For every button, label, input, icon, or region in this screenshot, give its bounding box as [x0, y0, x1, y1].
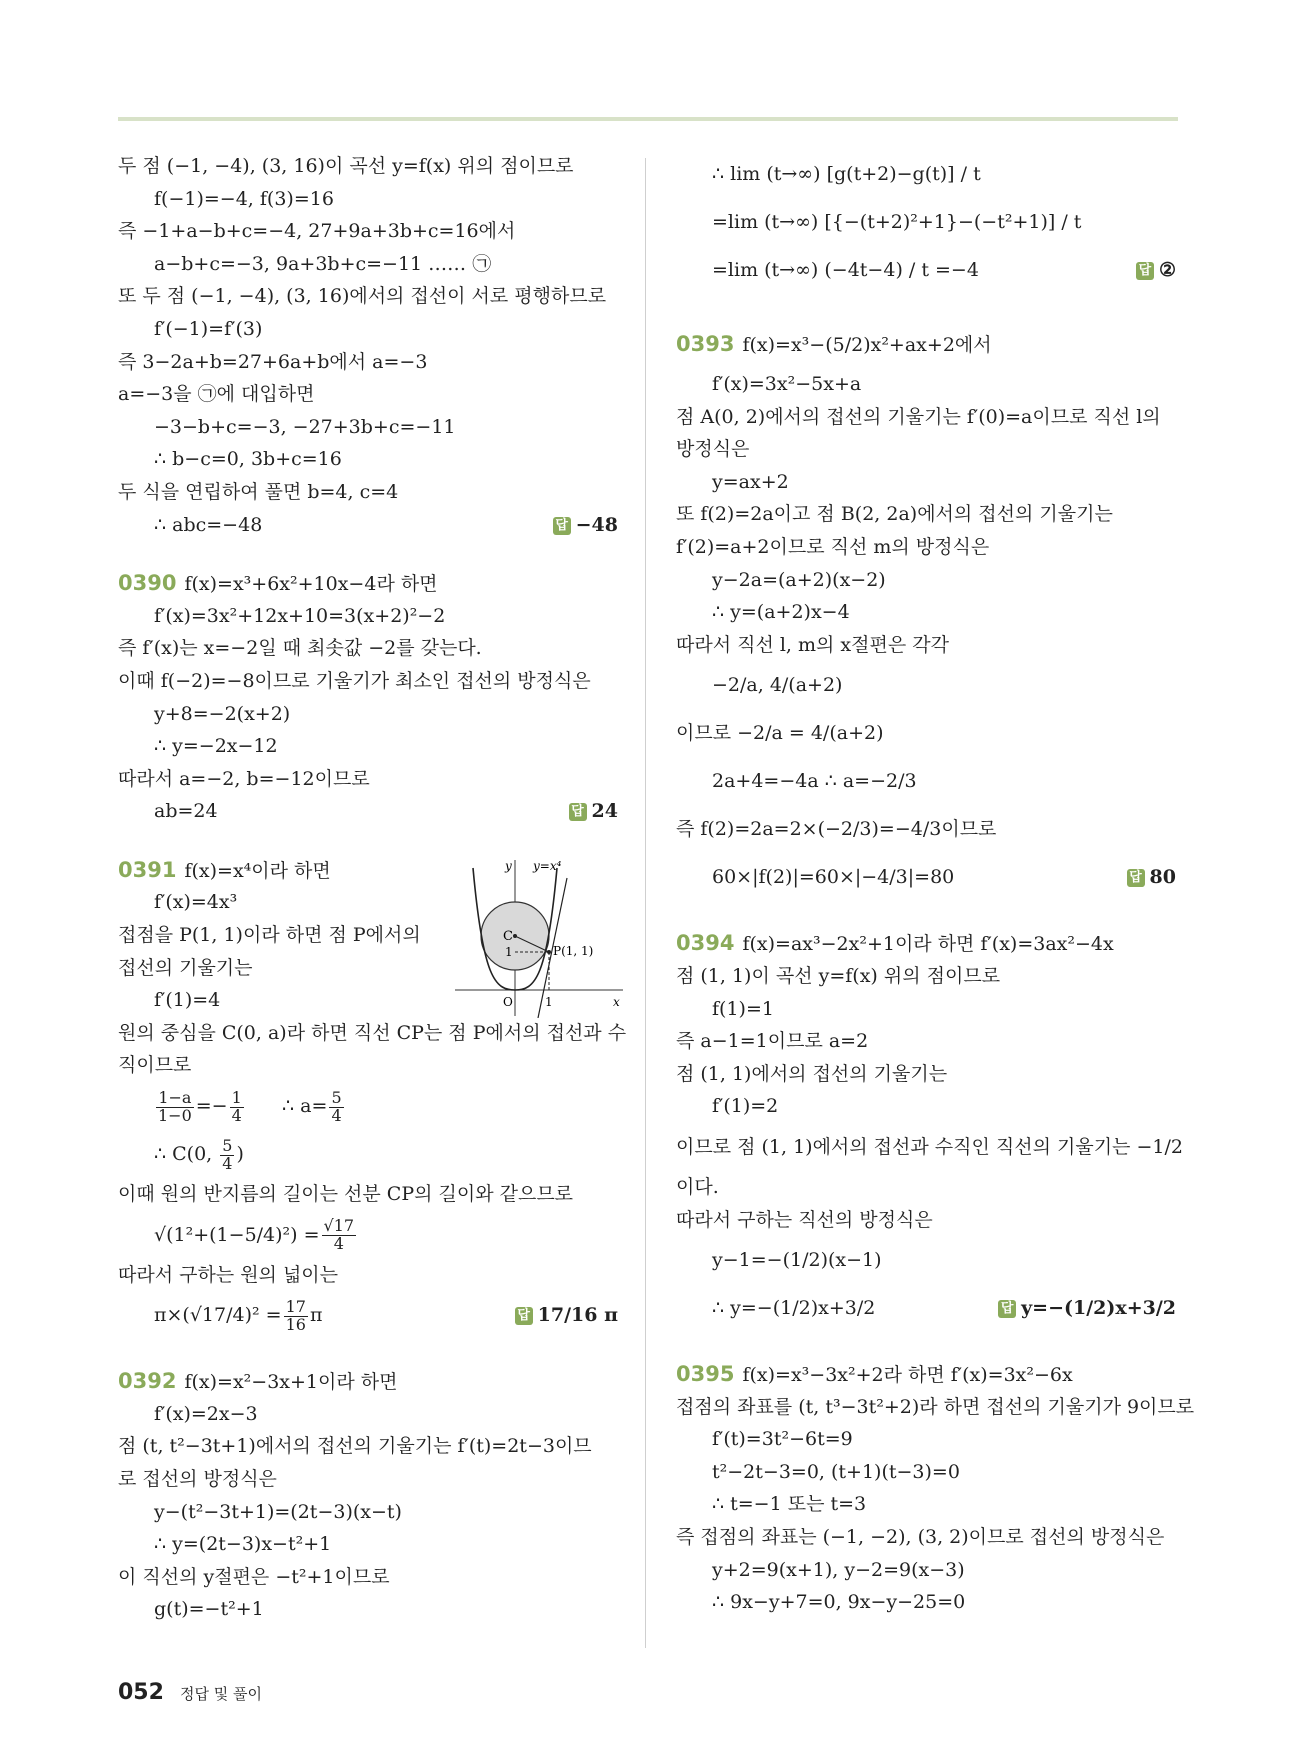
label: C	[503, 929, 513, 944]
denominator: 4	[222, 1153, 233, 1173]
text-line: g(t)=−t²+1	[154, 1598, 264, 1621]
fraction	[329, 1087, 343, 1125]
text-line	[676, 1284, 1176, 1332]
text-line: 또 두 점 (−1, −4), (3, 16)에서의 접선이 서로 평행하므로	[118, 285, 607, 308]
text-line: y+2=9(x+1), y−2=9(x−3)	[712, 1558, 965, 1581]
text-line: y+8=−2(x+2)	[154, 702, 291, 725]
text-line: 접점의 좌표를 (t, t³−3t²+2)라 하면 접선의 기울기가 9이므로	[676, 1395, 1195, 1418]
text-line: 이때 f(−2)=−8이므로 기울기가 최소인 접선의 방정식은	[118, 669, 591, 692]
text-line: t²−2t−3=0, (t+1)(t−3)=0	[712, 1460, 960, 1483]
text-line	[118, 1291, 618, 1339]
text: π	[309, 1304, 323, 1327]
page-footer	[118, 1680, 262, 1705]
text-line: 점 (t, t²−3t+1)에서의 접선의 기울기는 f′(t)=2t−3이므	[118, 1435, 592, 1458]
text-line: 이다.	[676, 1175, 719, 1198]
label: 1	[545, 995, 553, 1009]
problem-number: 0393	[676, 332, 735, 356]
denominator: 1−0	[158, 1105, 192, 1125]
text-line: 즉 f(2)=2a=2×(−2/3)=−4/3이므로	[676, 818, 997, 841]
answer	[1136, 246, 1176, 294]
problem-0392-header	[118, 1365, 618, 1398]
text-line: f′(2)=a+2이므로 직선 m의 방정식은	[676, 535, 990, 558]
text-line: 즉 f′(x)는 x=−2일 때 최솟값 −2를 갖는다.	[118, 637, 482, 660]
answer	[515, 1291, 618, 1339]
text: ∴ C(0,	[154, 1143, 219, 1166]
label: x	[613, 995, 620, 1009]
text-line: f′(x)=3x²+12x+10=3(x+2)²−2	[154, 604, 446, 627]
text-line: 2a+4=−4a ∴ a=−2/3	[712, 770, 917, 793]
text-line: y−1=−(1/2)(x−1)	[712, 1249, 882, 1272]
problem-number: 0390	[118, 571, 177, 596]
text: f(x)=x²−3x+1이라 하면	[184, 1371, 398, 1394]
label: y	[505, 859, 512, 873]
label: 1	[505, 945, 513, 959]
text-line: 로 접선의 방정식은	[118, 1468, 277, 1490]
numerator: 1	[231, 1087, 242, 1107]
denominator: 4	[331, 1105, 342, 1125]
text-line: ∴ y=(2t−3)x−t²+1	[154, 1533, 332, 1556]
text-line: 이때 원의 반지름의 길이는 선분 CP의 길이와 같으므로	[118, 1183, 574, 1206]
text-line	[118, 1130, 618, 1178]
label: y=x⁴	[533, 859, 562, 873]
text-line: =lim (t→∞) [{−(t+2)²+1}−(−t²+1)] / t	[712, 211, 1082, 233]
answer	[1127, 853, 1176, 901]
text-line: 두 식을 연립하여 풀면 b=4, c=4	[118, 480, 399, 503]
text-line: 즉 −1+a−b+c=−4, 27+9a+3b+c=16에서	[118, 220, 516, 243]
text: ∴ a=	[282, 1095, 328, 1118]
problem-number: 0394	[676, 931, 735, 956]
text-line: ∴ y=(a+2)x−4	[712, 601, 850, 624]
text-line: 이 직선의 y절편은 −t²+1이므로	[118, 1565, 390, 1588]
text: f(x)=x⁴이라 하면	[184, 859, 331, 882]
text-line	[676, 246, 1176, 294]
text-line: 두 점 (−1, −4), (3, 16)이 곡선 y=f(x) 위의 점이므로	[118, 155, 574, 177]
problem-number: 0392	[118, 1369, 177, 1394]
problem-number: 0395	[676, 1362, 735, 1387]
answer-badge: 답	[569, 803, 587, 821]
column-divider	[645, 158, 646, 1648]
numerator: 1−a	[156, 1090, 194, 1108]
text: π×(√17/4)² =	[154, 1304, 282, 1327]
answer-value: 24	[591, 800, 618, 823]
answer	[553, 509, 618, 542]
denominator: 16	[285, 1314, 306, 1334]
text: =−	[195, 1095, 228, 1118]
text-line: a=−3을 ㉠에 대입하면	[118, 383, 315, 406]
text-line: a−b+c=−3, 9a+3b+c=−11 …… ㉠	[154, 252, 492, 275]
footer-label: 정답 및 풀이	[179, 1685, 262, 1703]
answer-badge: 답	[1136, 262, 1154, 280]
text-line: 따라서 직선 l, m의 x절편은 각각	[676, 633, 949, 656]
text-line	[676, 853, 1176, 901]
text-line: y−(t²−3t+1)=(2t−3)(x−t)	[154, 1500, 402, 1523]
answer-badge: 답	[515, 1307, 533, 1325]
numerator: √17	[323, 1216, 355, 1236]
fraction	[284, 1296, 308, 1334]
text-line: ∴ y=−2x−12	[154, 735, 278, 758]
text-line: y−2a=(a+2)(x−2)	[712, 568, 886, 591]
text-line: f′(x)=3x²−5x+a	[712, 373, 862, 395]
right-column	[676, 150, 1195, 1619]
text: f(x)=x³+6x²+10x−4라 하면	[184, 573, 438, 596]
numerator: 17	[285, 1296, 306, 1316]
text-line: 방정식은	[676, 438, 750, 461]
answer-badge: 답	[1127, 869, 1145, 887]
text-line: f′(t)=3t²−6t=9	[712, 1428, 853, 1451]
text-line: f′(x)=2x−3	[154, 1402, 258, 1425]
fraction	[230, 1087, 244, 1125]
numerator: 5	[331, 1087, 342, 1107]
answer-value: −48	[575, 513, 618, 536]
text-line	[118, 1211, 618, 1259]
denominator: 4	[333, 1234, 344, 1254]
text: f(x)=x³−(5/2)x²+ax+2에서	[742, 334, 992, 356]
text-line: −3−b+c=−3, −27+3b+c=−11	[154, 415, 456, 438]
text-line: 즉 3−2a+b=27+6a+b에서 a=−3	[118, 350, 428, 373]
text-line: 원의 중심을 C(0, a)라 하면 직선 CP는 점 P에서의 접선과 수	[118, 1021, 627, 1044]
answer	[998, 1284, 1176, 1332]
text-line: ∴ b−c=0, 3b+c=16	[154, 448, 342, 471]
answer-value: 17/16 π	[537, 1304, 618, 1327]
problem-0390-header	[118, 567, 618, 600]
text-line: 직이므로	[118, 1054, 192, 1077]
point-c	[513, 934, 517, 938]
text: f(x)=x³−3x²+2라 하면 f′(x)=3x²−6x	[742, 1364, 1073, 1387]
text-line: 접점을 P(1, 1)이라 하면 점 P에서의	[118, 924, 421, 947]
answer-value: 80	[1149, 866, 1176, 889]
answer-value: ②	[1158, 259, 1176, 281]
text-line: f′(x)=4x³	[154, 891, 238, 914]
top-rule	[118, 117, 1178, 121]
text: ∴ abc=−48	[154, 513, 263, 536]
problem-0393-header	[676, 320, 1176, 368]
text-line: 접선의 기울기는	[118, 956, 253, 979]
text-line: 또 f(2)=2a이고 점 B(2, 2a)에서의 접선의 기울기는	[676, 503, 1113, 526]
numerator: 5	[222, 1135, 233, 1155]
text-line: 따라서 구하는 원의 넓이는	[118, 1263, 339, 1286]
text-line: 이므로 점 (1, 1)에서의 접선과 수직인 직선의 기울기는 −1/2	[676, 1135, 1183, 1158]
fraction	[156, 1087, 194, 1125]
text-line: f(−1)=−4, f(3)=16	[154, 187, 334, 210]
page-number: 052	[118, 1680, 164, 1705]
text-line: −2/a, 4/(a+2)	[712, 674, 843, 697]
answer	[569, 795, 618, 828]
fraction-line	[118, 1082, 618, 1130]
text-line: 점 (1, 1)에서의 접선의 기울기는	[676, 1062, 948, 1085]
text-line: f(1)=1	[712, 997, 774, 1020]
text-line: ∴ 9x−y+7=0, 9x−y−25=0	[712, 1591, 966, 1614]
text: ∴ y=−(1/2)x+3/2	[712, 1297, 876, 1320]
text-line	[118, 509, 618, 542]
text-line: ∴ t=−1 또는 t=3	[712, 1493, 867, 1516]
text: √(1²+(1−5/4)²) =	[154, 1223, 320, 1246]
text: 60×|f(2)|=60×|−4/3|=80	[712, 866, 955, 889]
text-line: 즉 a−1=1이므로 a=2	[676, 1030, 869, 1053]
fraction	[322, 1218, 357, 1253]
fraction	[220, 1135, 234, 1173]
text-line: y=ax+2	[712, 470, 789, 493]
text: f(x)=ax³−2x²+1이라 하면 f′(x)=3ax²−4x	[742, 933, 1114, 956]
text-line: 즉 접점의 좌표는 (−1, −2), (3, 2)이므로 접선의 방정식은	[676, 1526, 1165, 1549]
text: =lim (t→∞) (−4t−4) / t =−4	[712, 259, 979, 281]
problem-0395-header	[676, 1358, 1176, 1391]
graph-figure	[455, 858, 625, 1018]
denominator: 4	[231, 1105, 242, 1125]
text-line: 따라서 a=−2, b=−12이므로	[118, 767, 370, 790]
text: )	[236, 1143, 244, 1166]
text-line: 점 A(0, 2)에서의 접선의 기울기는 f′(0)=a이므로 직선 l의	[676, 405, 1161, 428]
text-line: f′(−1)=f′(3)	[154, 317, 263, 340]
text: ab=24	[154, 800, 218, 823]
problem-0394-header	[676, 927, 1176, 960]
text-line: f′(1)=2	[712, 1095, 779, 1118]
answer-badge: 답	[553, 517, 571, 535]
text-line: 따라서 구하는 직선의 방정식은	[676, 1208, 933, 1231]
text-line	[118, 795, 618, 828]
answer-badge: 답	[998, 1300, 1016, 1318]
text-line: f′(1)=4	[154, 989, 221, 1012]
label: P(1, 1)	[553, 944, 594, 958]
text-line: ∴ lim (t→∞) [g(t+2)−g(t)] / t	[712, 163, 981, 185]
point-p	[547, 950, 551, 954]
text-line: 점 (1, 1)이 곡선 y=f(x) 위의 점이므로	[676, 964, 1001, 987]
problem-number: 0391	[118, 857, 177, 882]
label: O	[503, 995, 513, 1009]
answer-value: y=−(1/2)x+3/2	[1021, 1297, 1176, 1320]
text-line: 이므로 −2/a = 4/(a+2)	[676, 722, 884, 745]
